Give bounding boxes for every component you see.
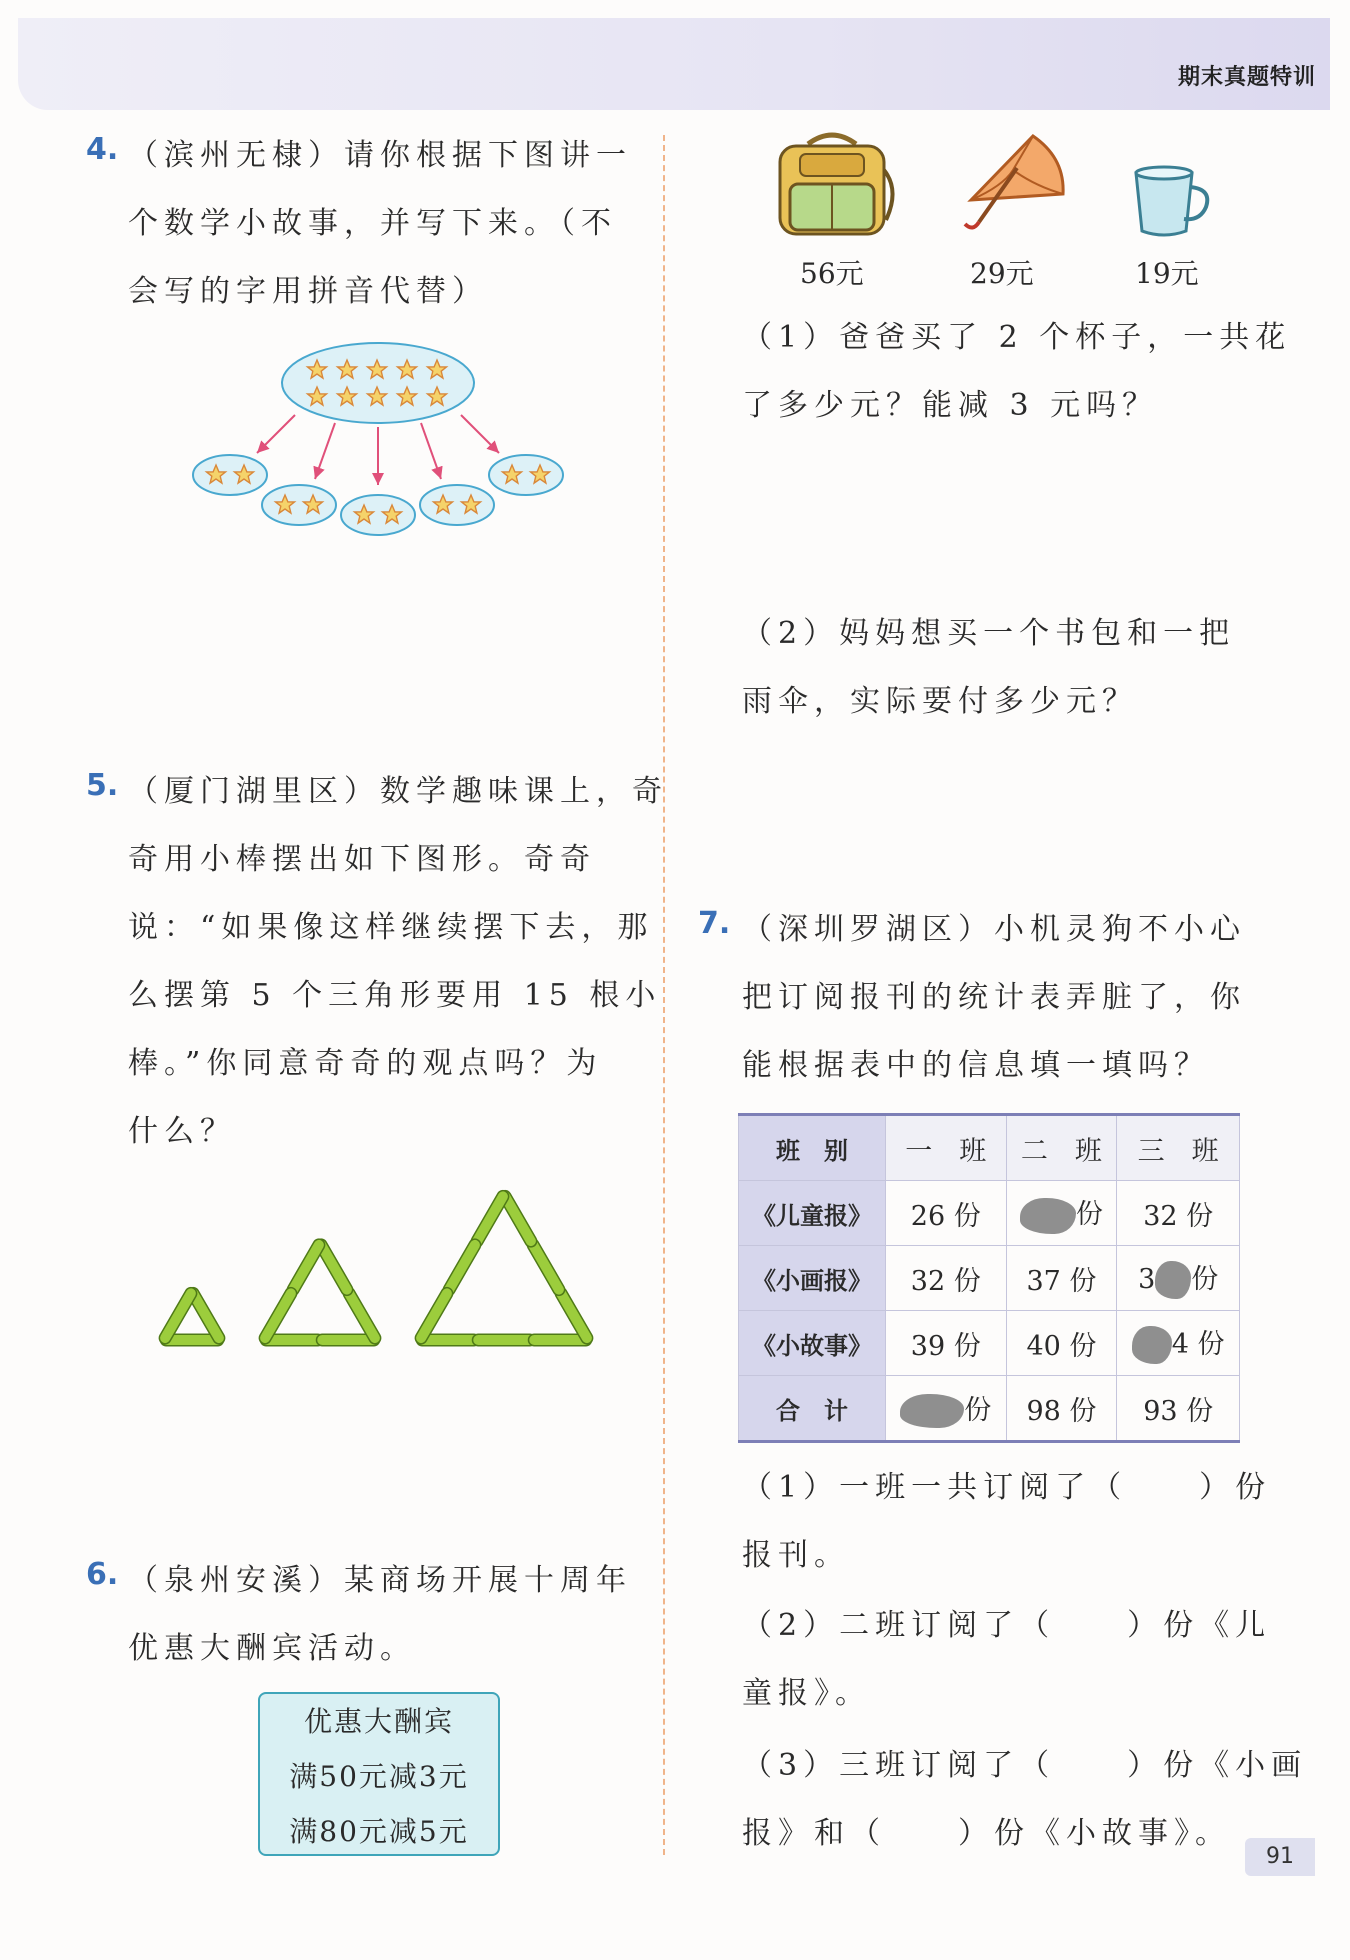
q6-sub1-line-1: （1）爸爸买了 2 个杯子，一共花	[742, 320, 1292, 355]
stick	[349, 1293, 375, 1338]
sub-group-2	[262, 485, 336, 525]
table-cell: 98 份	[1006, 1376, 1117, 1442]
ink-blot	[1132, 1326, 1172, 1364]
stick-triangle-3	[421, 1196, 587, 1340]
stick-triangle-1	[165, 1293, 219, 1340]
header-title: 期末真题特训	[1177, 65, 1316, 90]
q7-line-3: 能根据表中的信息填一填吗？	[742, 1048, 1210, 1083]
q5-number: 5.	[86, 768, 119, 803]
q6-sub2-line-2: 雨伞，实际要付多少元？	[742, 684, 1138, 719]
table-cell: 32 份	[1117, 1181, 1240, 1246]
table-row	[739, 1246, 1240, 1311]
top-star-group	[282, 343, 474, 423]
promo-rule-1: 满50元减3元	[289, 1760, 469, 1793]
stick	[421, 1293, 447, 1338]
table-row	[739, 1376, 1240, 1442]
umbrella-price: 29元	[970, 257, 1034, 290]
q6-sub2-line-1: （2）妈妈想买一个书包和一把	[742, 616, 1236, 651]
stick	[505, 1196, 531, 1241]
table-header-row	[739, 1115, 1240, 1181]
q7-sub1-line-2: 报刊。	[742, 1538, 850, 1573]
stick	[321, 1245, 347, 1290]
sub-group-5	[489, 455, 563, 495]
table-cell	[886, 1376, 1007, 1442]
star-group-diagram	[185, 335, 575, 535]
q6-line-2: 优惠大酬宾活动。	[128, 1631, 416, 1666]
q6-sub1-line-2: 了多少元？能减 3 元吗？	[742, 388, 1159, 423]
table-cell	[1117, 1311, 1240, 1376]
q5-line-5: 棒。”你同意奇奇的观点吗？为	[128, 1046, 603, 1081]
q7-sub1-line-1: （1）一班一共订阅了（ ）份	[742, 1470, 1272, 1505]
q5-line-3: 说：“如果像这样继续摆下去，那	[128, 910, 654, 945]
header-band	[18, 18, 1330, 110]
cell-text: 份	[1075, 1199, 1103, 1231]
q5-line-1: （厦门湖里区）数学趣味课上，奇	[128, 774, 668, 809]
table-cell: 39 份	[886, 1311, 1007, 1376]
q5-line-2: 奇用小棒摆出如下图形。奇奇	[128, 842, 596, 877]
table-cell	[1117, 1246, 1240, 1311]
q4-line-3: 会写的字用拼音代替）	[128, 274, 488, 309]
sub-group-4	[420, 485, 494, 525]
q4-number: 4.	[86, 132, 119, 167]
table-row	[739, 1311, 1240, 1376]
subscription-table	[738, 1113, 1240, 1443]
q7-number: 7.	[698, 906, 731, 941]
row-label: 《小画报》	[739, 1246, 886, 1311]
stick-triangles	[150, 1160, 610, 1350]
sub-group-1	[193, 455, 267, 495]
backpack-icon	[770, 130, 895, 240]
ink-blot	[1020, 1198, 1076, 1234]
sub-group-3	[341, 495, 415, 535]
stick	[293, 1245, 319, 1290]
cup-icon	[1130, 165, 1215, 240]
cell-text: 3	[1138, 1263, 1156, 1295]
cup-price: 19元	[1135, 257, 1199, 290]
ink-blot	[900, 1394, 964, 1428]
column-divider	[663, 135, 665, 1855]
table-cell	[1006, 1181, 1117, 1246]
q5-line-4: 么摆第 5 个三角形要用 15 根小	[128, 978, 662, 1013]
cell-text: 份	[964, 1394, 992, 1426]
q7-sub3-line-1: （3）三班订阅了（ ）份《小画	[742, 1748, 1308, 1783]
stick-triangle-2	[265, 1245, 375, 1340]
table-header-cell: 班 别	[739, 1115, 886, 1181]
q4-line-1: （滨州无棣）请你根据下图讲一	[128, 138, 632, 173]
table-cell: 40 份	[1006, 1311, 1117, 1376]
row-label: 《儿童报》	[739, 1181, 886, 1246]
stick	[265, 1293, 291, 1338]
q7-sub2-line-1: （2）二班订阅了（ ）份《儿	[742, 1608, 1272, 1643]
promo-title: 优惠大酬宾	[303, 1705, 454, 1738]
q4-line-2: 个数学小故事，并写下来。（不	[128, 206, 617, 241]
table-header-cell: 二 班	[1006, 1115, 1117, 1181]
stick	[449, 1245, 475, 1290]
q6-line-1: （泉州安溪）某商场开展十周年	[128, 1563, 632, 1598]
promo-rule-2: 满80元减5元	[289, 1815, 469, 1848]
ink-blot	[1155, 1261, 1191, 1299]
row-label: 《小故事》	[739, 1311, 886, 1376]
q7-sub2-line-2: 童报》。	[742, 1676, 871, 1711]
table-cell: 26 份	[886, 1181, 1007, 1246]
q5-line-6: 什么？	[128, 1114, 236, 1149]
q7-line-2: 把订阅报刊的统计表弄脏了，你	[742, 980, 1246, 1015]
table-header-cell: 一 班	[886, 1115, 1007, 1181]
table-cell: 93 份	[1117, 1376, 1240, 1442]
cell-text: 份	[1191, 1263, 1219, 1295]
table-header-cell: 三 班	[1117, 1115, 1240, 1181]
promo-box	[258, 1692, 500, 1856]
page-number: 91	[1245, 1838, 1315, 1876]
stick	[561, 1293, 587, 1338]
stick	[165, 1293, 191, 1338]
row-label: 合 计	[739, 1376, 886, 1442]
stick	[533, 1245, 559, 1290]
backpack-price: 56元	[800, 257, 864, 290]
table-cell: 37 份	[1006, 1246, 1117, 1311]
umbrella-icon	[955, 128, 1070, 238]
table-cell: 32 份	[886, 1246, 1007, 1311]
stick	[193, 1293, 219, 1338]
stick	[477, 1196, 503, 1241]
cell-text: 4 份	[1171, 1328, 1225, 1360]
q7-line-1: （深圳罗湖区）小机灵狗不小心	[742, 912, 1246, 947]
table-row	[739, 1181, 1240, 1246]
q6-number: 6.	[86, 1557, 119, 1592]
q7-sub3-line-2: 报》和（ ）份《小故事》。	[742, 1816, 1231, 1851]
